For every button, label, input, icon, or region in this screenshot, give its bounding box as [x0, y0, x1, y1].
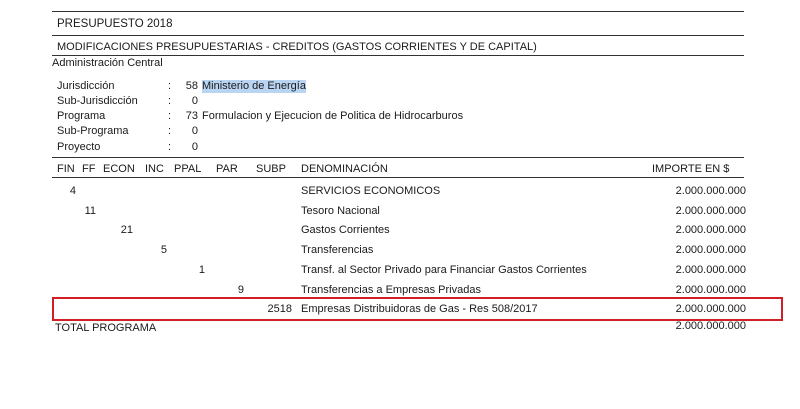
total-program-label: TOTAL PROGRAMA	[55, 322, 157, 334]
administration-label: Administración Central	[52, 57, 163, 69]
info-sep: :	[168, 125, 172, 137]
row-code: 9	[237, 284, 244, 296]
column-header-ff: FF	[82, 163, 96, 175]
info-label-programa: Programa	[57, 110, 106, 122]
info-code: 0	[191, 95, 198, 107]
column-header-fin: FIN	[57, 163, 75, 175]
column-header-importe: IMPORTE EN $	[652, 163, 730, 175]
top-rule	[52, 11, 744, 12]
info-sep: :	[168, 95, 172, 107]
table-header-bottom-rule	[52, 177, 744, 178]
info-label-jurisdiccion: Jurisdicción	[57, 80, 115, 92]
column-header-ppal: PPAL	[174, 163, 202, 175]
row-denominacion: Gastos Corrientes	[301, 224, 390, 236]
info-sep: :	[168, 110, 172, 122]
info-label-proyecto: Proyecto	[57, 141, 101, 153]
row-denominacion: Empresas Distribuidoras de Gas - Res 508/2017	[301, 303, 538, 315]
info-label-subprograma: Sub-Programa	[57, 125, 129, 137]
row-importe: 2.000.000.000	[675, 244, 746, 256]
table-header-top-rule	[52, 157, 744, 158]
row-importe: 2.000.000.000	[675, 185, 746, 197]
row-importe: 2.000.000.000	[675, 224, 746, 236]
info-value: Formulacion y Ejecucion de Politica de Hidrocarburos	[202, 110, 464, 122]
row-denominacion: Transferencias a Empresas Privadas	[301, 284, 481, 296]
modifications-title: MODIFICACIONES PRESUPUESTARIAS - CREDITOS (GASTOS CORRIENTES Y DE CAPITAL)	[57, 41, 537, 53]
total-program-importe: 2.000.000.000	[675, 320, 746, 332]
subtitle-rule	[52, 55, 744, 56]
row-denominacion: Transferencias	[301, 244, 374, 256]
column-header-econ: ECON	[103, 163, 135, 175]
info-code: 0	[191, 141, 198, 153]
row-code: 2518	[267, 303, 292, 315]
info-label-subjurisdiccion: Sub-Jurisdicción	[57, 95, 138, 107]
row-importe: 2.000.000.000	[675, 264, 746, 276]
row-denominacion: Tesoro Nacional	[301, 205, 380, 217]
row-code: 1	[198, 264, 205, 276]
info-code: 0	[191, 125, 198, 137]
row-code: 11	[84, 205, 96, 217]
row-code: 5	[160, 244, 167, 256]
highlight-box	[52, 297, 783, 321]
row-code: 4	[69, 185, 76, 197]
column-header-par: PAR	[216, 163, 238, 175]
row-importe: 2.000.000.000	[675, 205, 746, 217]
row-code: 21	[120, 224, 133, 236]
info-code: 58	[185, 80, 198, 92]
info-value-selected: Ministerio de Energía	[202, 80, 306, 92]
column-header-denominacion: DENOMINACIÓN	[301, 163, 388, 175]
title-rule	[52, 35, 744, 36]
info-sep: :	[168, 141, 172, 153]
row-importe: 2.000.000.000	[675, 303, 746, 315]
column-header-subp: SUBP	[256, 163, 286, 175]
row-denominacion: Transf. al Sector Privado para Financiar Gastos Corrientes	[301, 264, 587, 276]
row-denominacion: SERVICIOS ECONOMICOS	[301, 185, 441, 197]
column-header-inc: INC	[145, 163, 164, 175]
budget-title: PRESUPUESTO 2018	[57, 18, 173, 30]
info-code: 73	[185, 110, 198, 122]
info-sep: :	[168, 80, 172, 92]
row-importe: 2.000.000.000	[675, 284, 746, 296]
